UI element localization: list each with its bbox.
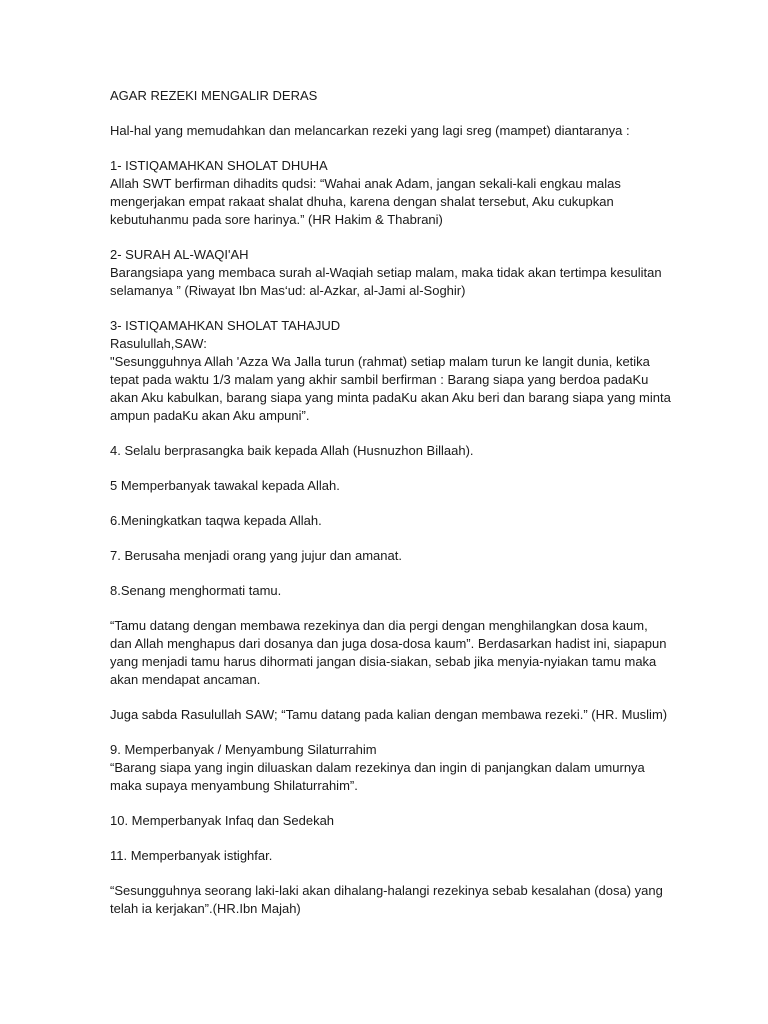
text-line: dan Allah menghapus dari dosanya dan juga dosa-dosa kaum”. Berdasarkan hadist ini, siapapun: [110, 636, 667, 651]
document-title: [110, 87, 710, 105]
text-line: “Sesungguhnya seorang laki-laki akan dihalang-halangi rezekinya sebab kesalahan (dosa) yang: [110, 883, 663, 898]
quote-tamu: [110, 617, 710, 689]
text-line: “Barang siapa yang ingin diluaskan dalam rezekinya dan ingin di panjangkan dalam umurnya: [110, 760, 645, 775]
item-4: [110, 442, 710, 460]
item-6: [110, 512, 710, 530]
text-line: 11. Memperbanyak istighfar.: [110, 848, 273, 863]
text-line: "Sesungguhnya Allah 'Azza Wa Jalla turun (rahmat) setiap malam turun ke langit dunia, ketika: [110, 354, 650, 369]
text-line: 4. Selalu berprasangka baik kepada Allah (Husnuzhon Billaah).: [110, 443, 474, 458]
text-line: Barangsiapa yang membaca surah al-Waqiah setiap malam, maka tidak akan tertimpa kesulitan: [110, 265, 662, 280]
section-heading: 2- SURAH AL-WAQI'AH: [110, 247, 249, 262]
text-line: mengerjakan empat rakaat shalat dhuha, karena dengan shalat tersebut, Aku cukupkan: [110, 194, 614, 209]
intro-paragraph: [110, 122, 710, 140]
text-line: ampun padaKu akan Aku ampuni”.: [110, 408, 310, 423]
text-line: 8.Senang menghormati tamu.: [110, 583, 282, 598]
section-sholat-tahajud: [110, 317, 710, 425]
item-7: [110, 547, 710, 565]
text-line: Hal-hal yang memudahkan dan melancarkan rezeki yang lagi sreg (mampet) diantaranya :: [110, 123, 630, 138]
text-line: tepat pada waktu 1/3 malam yang akhir sambil berfirman : Barang siapa yang berdoa padaKu: [110, 372, 649, 387]
section-heading: 1- ISTIQAMAHKAN SHOLAT DHUHA: [110, 158, 328, 173]
text-line: “Tamu datang dengan membawa rezekinya dan dia pergi dengan menghilangkan dosa kaum,: [110, 618, 648, 633]
text-line: Juga sabda Rasulullah SAW; “Tamu datang pada kalian dengan membawa rezeki.” (HR. Muslim): [110, 707, 668, 722]
text-line: Rasulullah,SAW:: [110, 336, 207, 351]
text-line: telah ia kerjakan”.(HR.Ibn Majah): [110, 901, 301, 916]
item-9: [110, 741, 710, 795]
section-sholat-dhuha: [110, 157, 710, 229]
section-heading: 3- ISTIQAMAHKAN SHOLAT TAHAJUD: [110, 318, 341, 333]
text-line: 7. Berusaha menjadi orang yang jujur dan amanat.: [110, 548, 402, 563]
text-line: 6.Meningkatkan taqwa kepada Allah.: [110, 513, 322, 528]
text-line: 5 Memperbanyak tawakal kepada Allah.: [110, 478, 340, 493]
item-8: [110, 582, 710, 600]
text-line: akan Aku kabulkan, barang siapa yang minta padaKu akan Aku beri dan barang siapa yang minta: [110, 390, 671, 405]
item-10: [110, 812, 710, 830]
quote-muslim: [110, 706, 710, 724]
item-5: [110, 477, 710, 495]
text-line: selamanya ” (Riwayat Ibn Mas‘ud: al-Azkar, al-Jami al-Soghir): [110, 283, 466, 298]
text-line: akan mendapat ancaman.: [110, 672, 261, 687]
text-line: yang menjadi tamu harus dihormati jangan disia-siakan, sebab jika menyia-nyiakan tamu maka: [110, 654, 657, 669]
section-surah-waqiah: [110, 246, 710, 300]
text-line: 10. Memperbanyak Infaq dan Sedekah: [110, 813, 335, 828]
section-heading: 9. Memperbanyak / Menyambung Silaturrahim: [110, 742, 377, 757]
quote-ibn-majah: [110, 882, 710, 918]
text-line: AGAR REZEKI MENGALIR DERAS: [110, 88, 318, 103]
document-page: [110, 87, 710, 935]
item-11: [110, 847, 710, 865]
text-line: kebutuhanmu pada sore harinya.” (HR Hakim & Thabrani): [110, 212, 443, 227]
text-line: Allah SWT berfirman dihadits qudsi: “Wahai anak Adam, jangan sekali-kali engkau malas: [110, 176, 621, 191]
text-line: maka supaya menyambung Shilaturrahim”.: [110, 778, 358, 793]
